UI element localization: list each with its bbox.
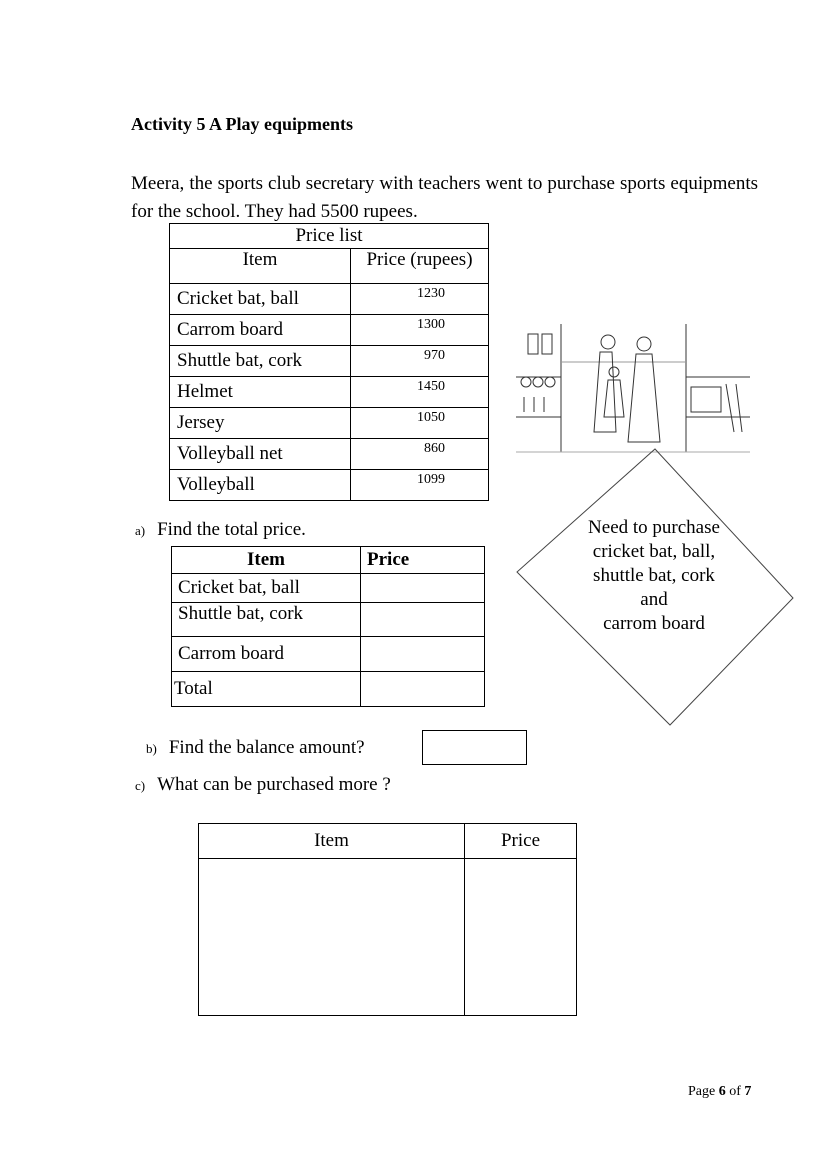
- price-list-col-item: Item: [170, 249, 351, 284]
- price-cell: 1300: [351, 315, 489, 346]
- total-label-cell: Total: [172, 672, 361, 707]
- item-cell: Volleyball: [170, 470, 351, 501]
- item-input-cell[interactable]: [199, 859, 465, 1016]
- price-input-cell[interactable]: [361, 574, 485, 603]
- callout-line: shuttle bat, cork: [593, 565, 715, 586]
- question-b-label: b): [146, 741, 157, 756]
- price-cell: 1099: [351, 470, 489, 501]
- activity-title: Activity 5 A Play equipments: [131, 114, 354, 134]
- table-row: [172, 672, 485, 707]
- question-b-text: Find the balance amount?: [168, 737, 365, 758]
- question-a-label: a): [135, 523, 146, 538]
- table-row: [170, 470, 489, 501]
- price-input-cell[interactable]: [465, 859, 577, 1016]
- table-row: [170, 377, 489, 408]
- total-col-price: Price: [361, 547, 485, 574]
- question-c: [135, 774, 391, 796]
- callout-line: cricket bat, ball,: [592, 541, 716, 562]
- page-footer: [688, 1084, 751, 1100]
- table-row: [172, 637, 485, 672]
- question-a: [135, 519, 306, 541]
- table-row: [172, 603, 485, 637]
- price-cell: 1050: [351, 408, 489, 439]
- item-cell: Jersey: [170, 408, 351, 439]
- table-row: [170, 284, 489, 315]
- table-row: [199, 859, 577, 1016]
- price-cell: 1230: [351, 284, 489, 315]
- item-cell: Shuttle bat, cork: [172, 603, 361, 637]
- table-row: [172, 574, 485, 603]
- table-row: [170, 346, 489, 377]
- item-cell: Cricket bat, ball: [172, 574, 361, 603]
- callout-text: [565, 516, 743, 636]
- callout-line: carrom board: [603, 613, 705, 634]
- question-c-label: c): [135, 778, 146, 793]
- footer-prefix: Page: [688, 1084, 716, 1099]
- item-cell: Carrom board: [172, 637, 361, 672]
- item-cell: Carrom board: [170, 315, 351, 346]
- price-input-cell[interactable]: [361, 637, 485, 672]
- total-col-item: Item: [172, 547, 361, 574]
- table-row: [170, 439, 489, 470]
- price-list-table: [169, 223, 489, 501]
- price-cell: 1450: [351, 377, 489, 408]
- question-c-text: What can be purchased more ?: [157, 774, 391, 795]
- question-b: [146, 737, 365, 759]
- price-cell: 970: [351, 346, 489, 377]
- footer-total-pages: 7: [744, 1084, 752, 1099]
- total-price-table: [171, 546, 485, 707]
- total-input-cell[interactable]: [361, 672, 485, 707]
- callout-line: Need to purchase: [588, 517, 720, 538]
- footer-of: of: [729, 1084, 741, 1099]
- item-cell: Cricket bat, ball: [170, 284, 351, 315]
- intro-paragraph: Meera, the sports club secretary with teachers went to purchase sports equipments for the school. They had 5500 rupees.: [131, 173, 758, 222]
- price-list-caption: Price list: [170, 224, 489, 249]
- item-cell: Shuttle bat, cork: [170, 346, 351, 377]
- question-a-text: Find the total price.: [157, 519, 306, 540]
- more-col-item: Item: [199, 824, 465, 859]
- more-col-price: Price: [465, 824, 577, 859]
- table-row: [170, 408, 489, 439]
- purchase-more-table: [198, 823, 577, 1016]
- footer-page-number: 6: [718, 1084, 726, 1099]
- price-input-cell[interactable]: [361, 603, 485, 637]
- price-cell: 860: [351, 439, 489, 470]
- item-cell: Helmet: [170, 377, 351, 408]
- item-cell: Volleyball net: [170, 439, 351, 470]
- price-list-col-price: Price (rupees): [351, 249, 489, 284]
- balance-answer-box[interactable]: [422, 730, 527, 765]
- table-row: [170, 315, 489, 346]
- callout-line: and: [640, 589, 668, 610]
